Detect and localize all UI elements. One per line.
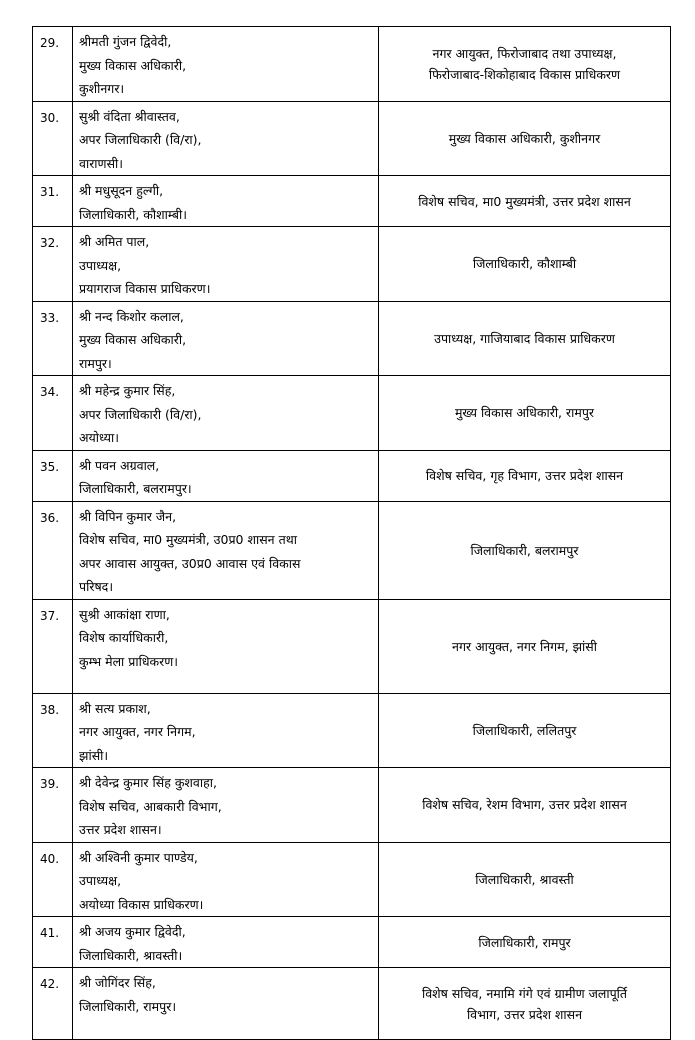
officer-line: जिलाधिकारी, रामपुर। [79, 998, 177, 1014]
new-posting [379, 599, 671, 693]
posting-line: विशेष सचिव, रेशम विभाग, उत्तर प्रदेश शासन [422, 797, 627, 813]
new-posting [379, 450, 671, 501]
serial-number: 32. [33, 227, 73, 302]
officer-line: विशेष सचिव, आबकारी विभाग, [79, 798, 222, 814]
serial-number: 34. [33, 376, 73, 451]
officer-line: अपर जिलाधिकारी (वि/रा), [79, 132, 202, 147]
table-row [33, 101, 671, 176]
officer-line: श्री देवेन्द्र कुमार सिंह कुशवाहा, [79, 775, 217, 790]
officer-line: वाराणसी। [79, 155, 124, 171]
officer-line: श्री जोगिंदर सिंह, [79, 975, 156, 990]
posting-line: जिलाधिकारी, बलरामपुर [470, 542, 579, 558]
serial-number: 40. [33, 842, 73, 917]
officer-current-post [73, 768, 379, 843]
posting-line: विशेष सचिव, गृह विभाग, उत्तर प्रदेश शासन [425, 468, 624, 483]
officer-line: जिलाधिकारी, श्रावस्ती। [79, 947, 183, 963]
officer-line: परिषद। [79, 579, 114, 594]
officer-current-post [73, 176, 379, 227]
officer-line: श्री पवन अग्रवाल, [79, 457, 160, 473]
officer-line: जिलाधिकारी, बलरामपुर। [79, 481, 192, 496]
table-row [33, 501, 671, 599]
officer-line: झांसी। [79, 747, 109, 763]
transfer-list-document [32, 26, 670, 1040]
new-posting [379, 768, 671, 843]
officer-current-post [73, 376, 379, 451]
officer-current-post [73, 27, 379, 102]
posting-line: मुख्य विकास अधिकारी, कुशीनगर [448, 130, 601, 146]
officer-current-post [73, 227, 379, 302]
table-row [33, 917, 671, 968]
table-row [33, 599, 671, 693]
officer-line: उपाध्यक्ष, [79, 873, 122, 888]
officer-line: विशेष सचिव, मा0 मुख्यमंत्री, उ0प्र0 शासन तथा [79, 532, 297, 547]
new-posting [379, 301, 671, 376]
officer-current-post [73, 301, 379, 376]
serial-number: 37. [33, 599, 73, 693]
officer-current-post [73, 842, 379, 917]
table-row [33, 27, 671, 102]
officer-line: अपर आवास आयुक्त, उ0प्र0 आवास एवं विकास [79, 555, 301, 571]
serial-number: 31. [33, 176, 73, 227]
new-posting [379, 501, 671, 599]
posting-line: विभाग, उत्तर प्रदेश शासन [466, 1006, 583, 1022]
posting-line: नगर आयुक्त, फिरोजाबाद तथा उपाध्यक्ष, [432, 45, 617, 61]
officer-current-post [73, 501, 379, 599]
officer-line: श्री मधुसूदन हुल्गी, [79, 183, 164, 198]
table-row [33, 450, 671, 501]
officer-line: अपर जिलाधिकारी (वि/रा), [79, 406, 202, 422]
officer-line: अयोध्या। [79, 430, 119, 445]
officer-line: रामपुर। [79, 355, 112, 371]
officer-line: मुख्य विकास अधिकारी, [79, 332, 187, 347]
table-row [33, 376, 671, 451]
serial-number: 36. [33, 501, 73, 599]
officer-line: श्री विपिन कुमार जैन, [79, 508, 177, 524]
table-row [33, 968, 671, 1040]
posting-line: जिलाधिकारी, श्रावस्ती [475, 871, 574, 887]
officer-line: अयोध्या विकास प्राधिकरण। [79, 896, 204, 912]
officer-line: जिलाधिकारी, कौशाम्बी। [79, 206, 188, 222]
officer-current-post [73, 917, 379, 968]
posting-line: नगर आयुक्त, नगर निगम, झांसी [452, 638, 597, 654]
officer-line: प्रयागराज विकास प्राधिकरण। [79, 281, 211, 296]
officer-current-post [73, 693, 379, 768]
officer-line: मुख्य विकास अधिकारी, [79, 57, 187, 73]
officer-current-post [73, 968, 379, 1040]
table-body [33, 27, 671, 1040]
new-posting [379, 101, 671, 176]
serial-number: 39. [33, 768, 73, 843]
posting-line: उपाध्यक्ष, गाजियाबाद विकास प्राधिकरण [434, 330, 615, 346]
serial-number: 29. [33, 27, 73, 102]
new-posting [379, 842, 671, 917]
officer-line: उपाध्यक्ष, [79, 257, 122, 273]
new-posting [379, 968, 671, 1040]
officer-line: श्री महेन्द्र कुमार सिंह, [79, 383, 176, 398]
table-row [33, 176, 671, 227]
new-posting [379, 27, 671, 102]
serial-number: 38. [33, 693, 73, 768]
officer-line: श्रीमती गुंजन द्विवेदी, [79, 34, 172, 49]
new-posting [379, 376, 671, 451]
serial-number: 35. [33, 450, 73, 501]
posting-line: विशेष सचिव, मा0 मुख्यमंत्री, उत्तर प्रदेश शासन [418, 193, 631, 209]
officer-current-post [73, 599, 379, 693]
table-row [33, 301, 671, 376]
officer-line: श्री अश्विनी कुमार पाण्डेय, [79, 849, 198, 865]
new-posting [379, 176, 671, 227]
posting-line: जिलाधिकारी, रामपुर [478, 934, 571, 950]
officer-line: श्री अमित पाल, [79, 234, 150, 249]
officer-current-post [73, 101, 379, 176]
officer-line: श्री अजय कुमार द्विवेदी, [79, 924, 186, 939]
table-row [33, 227, 671, 302]
table-row [33, 842, 671, 917]
posting-line: मुख्य विकास अधिकारी, रामपुर [454, 405, 595, 421]
posting-line: फिरोजाबाद-शिकोहाबाद विकास प्राधिकरण [428, 66, 621, 82]
officer-line: कुम्भ मेला प्राधिकरण। [79, 653, 179, 669]
serial-number: 41. [33, 917, 73, 968]
posting-line: जिलाधिकारी, ललितपुर [472, 722, 577, 738]
new-posting [379, 693, 671, 768]
officer-line: कुशीनगर। [79, 81, 125, 96]
posting-line: जिलाधिकारी, कौशाम्बी [472, 256, 577, 272]
officer-line: उत्तर प्रदेश शासन। [79, 822, 162, 837]
new-posting [379, 917, 671, 968]
officer-line: श्री सत्य प्रकाश, [79, 700, 151, 716]
posting-line: विशेष सचिव, नमामि गंगे एवं ग्रामीण जलापूर्ति [421, 985, 628, 1001]
serial-number: 33. [33, 301, 73, 376]
officer-line: सुश्री आकांक्षा राणा, [79, 606, 170, 622]
serial-number: 30. [33, 101, 73, 176]
transfer-table [32, 26, 671, 1040]
table-row [33, 768, 671, 843]
officer-line: श्री नन्द किशोर कलाल, [79, 308, 184, 324]
officer-line: सुश्री वंदिता श्रीवास्तव, [79, 108, 180, 124]
officer-current-post [73, 450, 379, 501]
table-row [33, 693, 671, 768]
serial-number: 42. [33, 968, 73, 1040]
new-posting [379, 227, 671, 302]
officer-line: विशेष कार्याधिकारी, [79, 630, 169, 645]
officer-line: नगर आयुक्त, नगर निगम, [79, 724, 196, 739]
